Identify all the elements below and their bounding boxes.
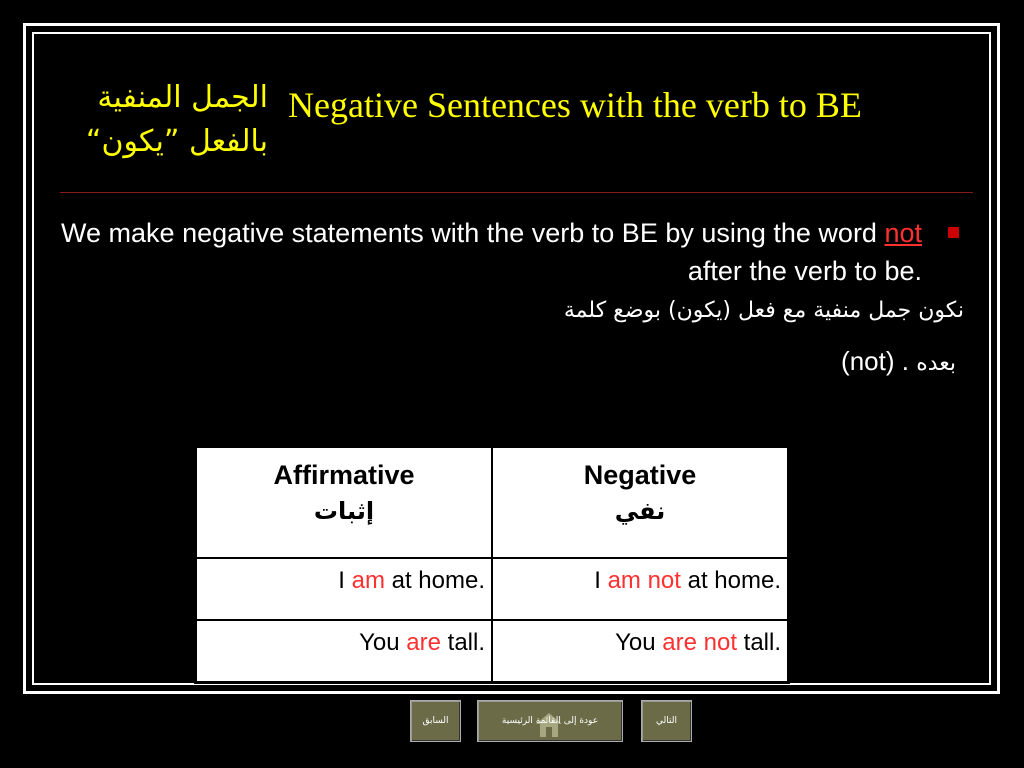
para-text-2: after the verb to be. (687, 256, 922, 286)
arabic-explanation-word: بعده (916, 351, 956, 376)
cell-text: at home. (680, 567, 781, 594)
header-negative (492, 447, 789, 559)
bullet-square-icon (948, 227, 959, 238)
slide-navigation (410, 700, 692, 744)
table-cell-negative (492, 558, 789, 620)
comparison-table (194, 445, 790, 684)
next-button[interactable] (641, 700, 692, 742)
para-text-1: We make negative statements with the verb to BE by using the word (61, 218, 885, 248)
cell-text: You (359, 629, 407, 656)
home-menu-button[interactable] (477, 700, 623, 742)
cell-text: tall. (440, 629, 485, 656)
home-menu-label: عودة إلى القائمة الرئيسية (501, 716, 599, 726)
header-negative-en: Negative (583, 460, 697, 490)
highlight-not: not (884, 218, 922, 248)
explanation-paragraph (42, 214, 922, 290)
header-affirmative-en: Affirmative (273, 460, 415, 490)
cell-text: at home. (384, 567, 485, 594)
header-negative-ar: نفي (614, 497, 666, 525)
cell-text: I (338, 567, 352, 594)
cell-text: You (615, 629, 663, 656)
table-cell-negative (492, 620, 789, 683)
arabic-title-line1: الجمل المنفية (97, 80, 268, 115)
next-label: التالي (656, 716, 677, 726)
arabic-title-line2: بالفعل ”يكون“ (85, 124, 268, 159)
table-header-row (196, 447, 789, 559)
cell-highlight: am (351, 567, 385, 594)
table-cell-affirmative (196, 620, 493, 683)
previous-label: السابق (422, 716, 449, 726)
previous-button[interactable] (410, 700, 461, 742)
table-cell-affirmative (196, 558, 493, 620)
header-affirmative (196, 447, 493, 559)
arabic-explanation-latin: (not) . (841, 346, 917, 376)
header-affirmative-ar: إثبات (313, 497, 375, 525)
cell-highlight: are not (662, 629, 737, 656)
arabic-explanation-line1: نكون جمل منفية مع فعل (يكون) بوضع كلمة (563, 298, 964, 323)
english-title: Negative Sentences with the verb to BE (288, 85, 862, 125)
arabic-explanation-line2 (841, 346, 956, 377)
cell-highlight: are (406, 629, 441, 656)
cell-highlight: am not (607, 567, 681, 594)
table-row (196, 620, 789, 683)
cell-text: tall. (736, 629, 781, 656)
cell-text: I (594, 567, 608, 594)
table-row (196, 558, 789, 620)
arabic-title (86, 76, 268, 164)
title-divider (60, 192, 973, 193)
